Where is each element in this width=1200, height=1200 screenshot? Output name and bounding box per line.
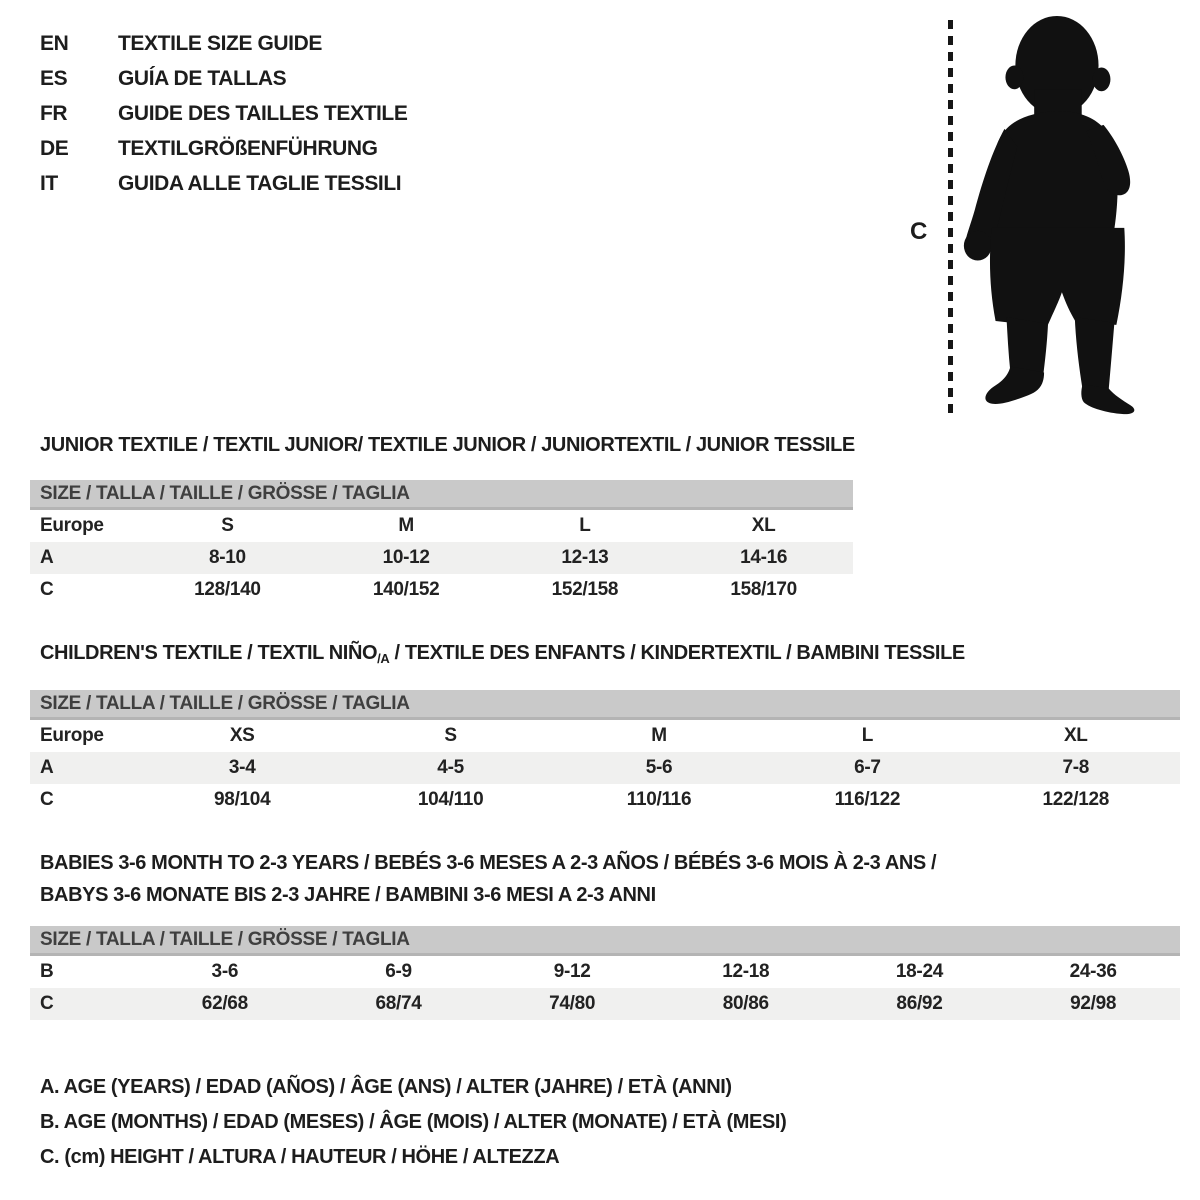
legend-line-a: A. AGE (YEARS) / EDAD (AÑOS) / ÂGE (ANS) / ALTER (JAHRE) / ETÀ (ANNI) xyxy=(40,1076,732,1098)
table-row xyxy=(30,542,853,574)
table-row xyxy=(30,752,1180,784)
lang-row-es xyxy=(40,61,407,96)
table-cell: 18-24 xyxy=(895,961,943,982)
table-cell: 8-10 xyxy=(208,547,246,568)
table-cell: 128/140 xyxy=(194,579,261,600)
table-cell: XL xyxy=(751,515,776,536)
table-cell: 5-6 xyxy=(645,757,673,778)
table-cell: 74/80 xyxy=(549,993,596,1014)
table-cell: 140/152 xyxy=(372,579,440,600)
table-cell: 9-12 xyxy=(553,961,591,982)
table-cell: 110/116 xyxy=(626,789,692,810)
table-cell: 98/104 xyxy=(214,789,271,810)
table-cell: 104/110 xyxy=(417,789,484,810)
table-cell: 62/68 xyxy=(201,993,248,1014)
table-cell: S xyxy=(221,515,234,536)
row-label: A xyxy=(40,757,54,778)
babies-title-line2: BABYS 3-6 MONATE BIS 2-3 JAHRE / BAMBINI 3-6 MESI A 2-3 ANNI xyxy=(40,884,656,906)
lang-code: FR xyxy=(40,101,68,125)
measure-legend xyxy=(40,1070,786,1175)
lang-code: IT xyxy=(40,171,58,195)
height-measure-label: C xyxy=(910,218,928,245)
junior-size-header: SIZE / TALLA / TAILLE / GRÖSSE / TAGLIA xyxy=(30,480,853,510)
row-label: Europe xyxy=(40,725,104,746)
lang-title: TEXTILGRÖßENFÜHRUNG xyxy=(118,136,378,160)
table-row xyxy=(30,510,853,542)
children-size-table xyxy=(30,690,1180,816)
row-label: C xyxy=(40,789,54,810)
lang-title: GUÍA DE TALLAS xyxy=(118,66,287,90)
table-row xyxy=(30,784,1180,816)
table-cell: XS xyxy=(229,725,255,746)
junior-size-table xyxy=(30,480,853,606)
table-cell: 3-6 xyxy=(211,961,239,982)
table-cell: 12-18 xyxy=(722,961,770,982)
lang-title: GUIDE DES TAILLES TEXTILE xyxy=(118,101,408,125)
babies-size-header: SIZE / TALLA / TAILLE / GRÖSSE / TAGLIA xyxy=(30,926,1180,956)
row-label: C xyxy=(40,579,54,600)
junior-section-title: JUNIOR TEXTILE / TEXTIL JUNIOR/ TEXTILE JUNIOR / JUNIORTEXTIL / JUNIOR TESSILE xyxy=(40,434,855,456)
table-row xyxy=(30,720,1180,752)
table-cell: 10-12 xyxy=(382,547,430,568)
lang-code: EN xyxy=(40,31,69,55)
table-row xyxy=(30,956,1180,988)
table-cell: M xyxy=(398,515,414,536)
table-cell: 24-36 xyxy=(1069,961,1117,982)
lang-title: TEXTILE SIZE GUIDE xyxy=(118,31,322,55)
table-cell: M xyxy=(651,725,667,746)
table-cell: 80/86 xyxy=(722,993,769,1014)
table-cell: L xyxy=(579,515,591,536)
table-cell: XL xyxy=(1063,725,1088,746)
lang-row-en xyxy=(40,26,407,61)
babies-section-title xyxy=(40,847,936,911)
height-measure-line xyxy=(948,20,953,416)
row-label: C xyxy=(40,993,54,1014)
children-title-prefix: CHILDREN'S TEXTILE / TEXTIL NIÑO xyxy=(40,642,378,664)
lang-row-fr xyxy=(40,96,407,131)
children-title-suffix: / TEXTILE DES ENFANTS / KINDERTEXTIL / BAMBINI TESSILE xyxy=(389,642,965,664)
table-cell: 92/98 xyxy=(1070,993,1117,1014)
lang-title: GUIDA ALLE TAGLIE TESSILI xyxy=(118,171,402,195)
table-cell: 12-13 xyxy=(561,547,609,568)
table-cell: 3-4 xyxy=(228,757,256,778)
table-cell: 152/158 xyxy=(551,579,619,600)
table-cell: S xyxy=(444,725,457,746)
table-cell: 14-16 xyxy=(740,547,788,568)
table-cell: 122/128 xyxy=(1042,789,1110,810)
children-size-header: SIZE / TALLA / TAILLE / GRÖSSE / TAGLIA xyxy=(30,690,1180,720)
table-row xyxy=(30,574,853,606)
babies-title-line1: BABIES 3-6 MONTH TO 2-3 YEARS / BEBÉS 3-6 MESES A 2-3 AÑOS / BÉBÉS 3-6 MOIS À 2-3 ANS / xyxy=(40,852,937,874)
table-cell: 158/170 xyxy=(730,579,797,600)
legend-line-b: B. AGE (MONTHS) / EDAD (MESES) / ÂGE (MOIS) / ALTER (MONATE) / ETÀ (MESI) xyxy=(40,1111,787,1133)
children-section-title xyxy=(40,642,965,666)
table-cell: 4-5 xyxy=(437,757,464,778)
table-cell: L xyxy=(861,725,874,746)
table-cell: 68/74 xyxy=(375,993,422,1014)
lang-row-de xyxy=(40,131,407,166)
babies-size-table xyxy=(30,926,1180,1020)
table-cell: 6-7 xyxy=(854,757,881,778)
legend-line-c: C. (cm) HEIGHT / ALTURA / HAUTEUR / HÖHE / ALTEZZA xyxy=(40,1146,560,1168)
language-header xyxy=(40,26,407,201)
row-label: Europe xyxy=(40,515,104,536)
table-cell: 86/92 xyxy=(896,993,943,1014)
table-row xyxy=(30,988,1180,1020)
lang-code: DE xyxy=(40,136,69,160)
baby-silhouette-icon xyxy=(962,12,1142,423)
table-cell: 7-8 xyxy=(1062,757,1090,778)
table-cell: 6-9 xyxy=(385,961,412,982)
row-label: A xyxy=(40,547,54,568)
children-title-sub: /A xyxy=(377,651,390,666)
lang-row-it xyxy=(40,166,407,201)
row-label: B xyxy=(40,961,54,982)
table-cell: 116/122 xyxy=(834,789,901,810)
lang-code: ES xyxy=(40,66,68,90)
